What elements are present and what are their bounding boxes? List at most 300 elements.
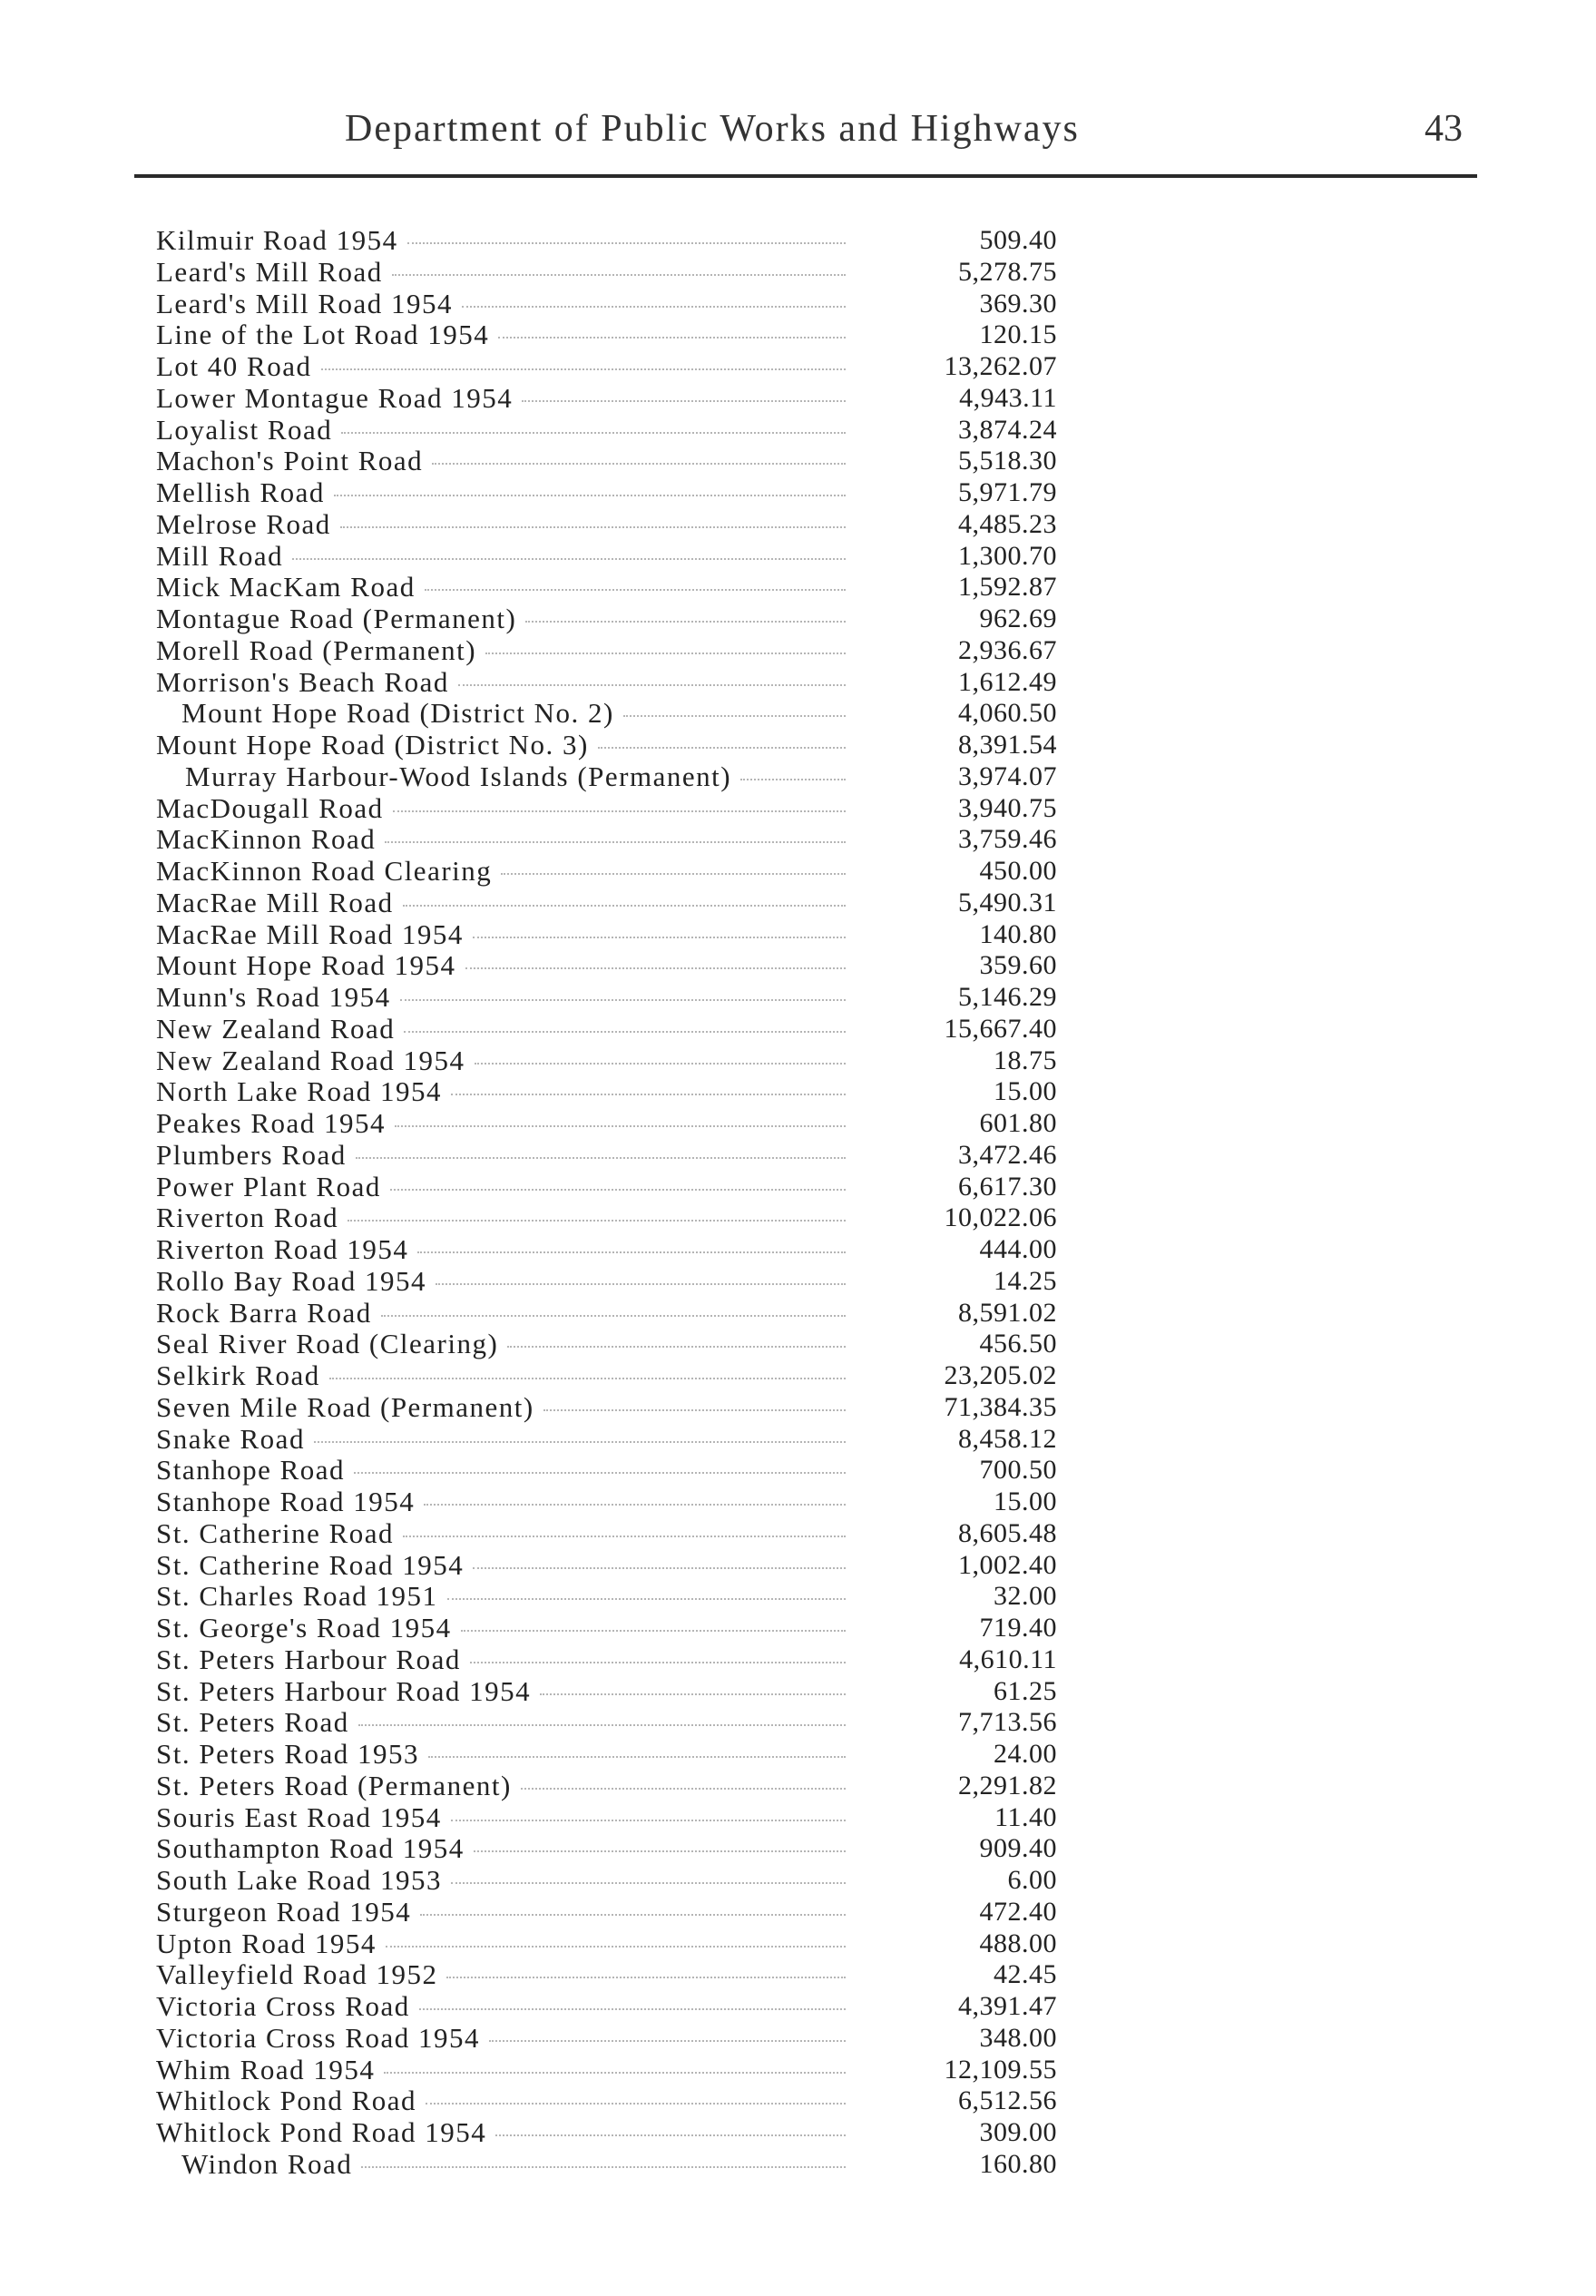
road-label	[156, 477, 846, 509]
road-name: New Zealand Road 1954	[156, 1045, 465, 1076]
amount: 369.30	[979, 288, 1057, 319]
list-item	[0, 1959, 1596, 1991]
dot-leader	[420, 1914, 846, 1916]
list-item	[0, 1045, 1596, 1077]
amount: 14.25	[994, 1265, 1057, 1296]
dot-leader	[489, 2040, 846, 2042]
amount: 24.00	[994, 1739, 1057, 1769]
list-item	[0, 1581, 1596, 1613]
road-label	[156, 1771, 846, 1802]
dot-leader	[417, 1251, 846, 1253]
amount: 1,592.87	[958, 572, 1057, 603]
road-name: Morell Road (Permanent)	[156, 634, 477, 666]
dot-leader	[525, 621, 846, 623]
road-label	[156, 1897, 846, 1928]
amount: 5,146.29	[958, 982, 1057, 1012]
amount: 12,109.55	[944, 2054, 1057, 2085]
road-label	[156, 1045, 846, 1077]
dot-leader	[395, 1125, 846, 1127]
road-name: Mick MacKam Road	[156, 572, 416, 603]
road-label	[156, 1108, 846, 1140]
list-item	[0, 1266, 1596, 1298]
list-item	[0, 2023, 1596, 2055]
dot-leader	[485, 652, 846, 654]
road-label	[156, 225, 846, 257]
amount: 8,591.02	[958, 1297, 1057, 1328]
amount: 488.00	[979, 1928, 1057, 1958]
road-label	[156, 1329, 846, 1360]
amount: 962.69	[979, 603, 1057, 633]
list-item	[0, 2149, 1596, 2181]
list-item	[0, 730, 1596, 761]
road-label	[156, 1802, 846, 1834]
dot-leader	[403, 905, 846, 907]
road-label	[156, 1234, 846, 1266]
list-item	[0, 1424, 1596, 1456]
road-label	[156, 950, 846, 982]
list-item	[0, 1076, 1596, 1108]
dot-leader	[419, 2008, 846, 2010]
road-name: Montague Road (Permanent)	[156, 603, 517, 634]
dot-leader	[358, 1724, 846, 1726]
dot-leader	[501, 873, 846, 875]
road-name: New Zealand Road	[156, 1013, 396, 1045]
dot-leader	[470, 1662, 846, 1663]
list-item	[0, 572, 1596, 603]
road-label	[156, 319, 846, 351]
dot-leader	[403, 1536, 846, 1537]
road-label	[156, 1266, 846, 1298]
road-name: Riverton Road 1954	[156, 1234, 409, 1265]
road-name: Rock Barra Road	[156, 1297, 372, 1329]
road-label	[156, 1076, 846, 1108]
amount: 160.80	[979, 2148, 1057, 2179]
road-label	[156, 1014, 846, 1045]
dot-leader	[384, 2072, 846, 2074]
road-name: Whim Road 1954	[156, 2054, 376, 2085]
dot-leader	[432, 463, 846, 465]
amount: 120.15	[979, 319, 1057, 350]
amount: 4,485.23	[958, 508, 1057, 539]
dot-leader	[425, 589, 846, 591]
amount: 42.45	[994, 1959, 1057, 1990]
road-label	[181, 698, 846, 730]
list-item	[0, 2055, 1596, 2086]
dot-leader	[329, 1378, 846, 1379]
list-item	[0, 1771, 1596, 1802]
road-name: Murray Harbour-Wood Islands (Permanent)	[185, 760, 732, 792]
list-item	[0, 919, 1596, 951]
list-item	[0, 351, 1596, 383]
road-name: Stanhope Road	[156, 1455, 346, 1487]
road-name: MacKinnon Road Clearing	[156, 856, 493, 887]
road-label	[156, 1140, 846, 1172]
road-label	[156, 1833, 846, 1865]
road-name: St. Peters Harbour Road 1954	[156, 1675, 532, 1707]
list-item	[0, 1234, 1596, 1266]
amount: 456.50	[979, 1329, 1057, 1359]
road-name: St. Catherine Road 1954	[156, 1549, 465, 1581]
dot-leader	[447, 1598, 847, 1600]
dot-leader	[740, 779, 846, 780]
road-label	[156, 541, 846, 573]
road-name: Snake Road	[156, 1423, 305, 1455]
amount: 5,518.30	[958, 446, 1057, 476]
road-name: Whitlock Pond Road	[156, 2085, 417, 2117]
amount: 6,512.56	[958, 2085, 1057, 2116]
dot-leader	[451, 1820, 846, 1821]
dot-leader	[356, 1157, 846, 1159]
road-label	[156, 856, 846, 888]
list-item	[0, 319, 1596, 351]
dot-leader	[543, 1409, 846, 1411]
dot-leader	[473, 937, 846, 938]
list-item	[0, 1487, 1596, 1518]
road-label	[156, 1172, 846, 1203]
amount: 2,936.67	[958, 634, 1057, 665]
list-item	[0, 950, 1596, 982]
amount: 8,391.54	[958, 730, 1057, 760]
list-item	[0, 1613, 1596, 1644]
amount: 3,759.46	[958, 824, 1057, 855]
road-name: Loyalist Road	[156, 414, 333, 446]
road-name: Riverton Road	[156, 1202, 339, 1234]
road-label	[156, 1959, 846, 1991]
road-label	[156, 289, 846, 320]
dot-leader	[498, 337, 846, 339]
amount: 309.00	[979, 2117, 1057, 2147]
amount: 7,713.56	[958, 1707, 1057, 1738]
amount: 1,612.49	[958, 666, 1057, 697]
road-name: North Lake Road 1954	[156, 1076, 442, 1108]
amount: 4,610.11	[959, 1644, 1057, 1674]
page-header	[0, 107, 1596, 162]
dot-leader	[451, 1882, 846, 1884]
dot-leader	[540, 1693, 846, 1695]
road-name: Rollo Bay Road 1954	[156, 1265, 427, 1297]
dot-leader	[407, 242, 846, 244]
road-name: Seven Mile Road (Permanent)	[156, 1391, 534, 1423]
road-label	[156, 383, 846, 415]
amount: 3,974.07	[958, 760, 1057, 791]
list-item	[0, 1455, 1596, 1487]
road-label	[156, 415, 846, 446]
road-label	[156, 1676, 846, 1708]
amount: 8,458.12	[958, 1423, 1057, 1454]
list-item	[0, 289, 1596, 320]
road-label	[185, 761, 846, 793]
list-item	[0, 257, 1596, 289]
road-label	[156, 1360, 846, 1392]
dot-leader	[340, 526, 846, 528]
dot-leader	[462, 306, 846, 308]
dot-leader	[461, 1630, 846, 1632]
dot-leader	[522, 400, 846, 402]
expenditure-list	[0, 225, 1596, 2181]
dot-leader	[426, 2103, 846, 2105]
road-name: Windon Road	[181, 2148, 353, 2180]
dot-leader	[473, 1567, 846, 1569]
amount: 32.00	[994, 1581, 1057, 1612]
list-item	[0, 1014, 1596, 1045]
amount: 472.40	[979, 1896, 1057, 1927]
road-name: Line of the Lot Road 1954	[156, 319, 490, 351]
amount: 909.40	[979, 1833, 1057, 1864]
road-label	[156, 919, 846, 951]
road-label	[156, 1991, 846, 2023]
dot-leader	[451, 1094, 846, 1095]
amount: 140.80	[979, 918, 1057, 949]
amount: 5,278.75	[958, 256, 1057, 287]
list-item	[0, 982, 1596, 1014]
road-label	[156, 1739, 846, 1771]
road-name: MacRae Mill Road 1954	[156, 918, 464, 950]
road-name: Peakes Road 1954	[156, 1108, 387, 1139]
road-name: Stanhope Road 1954	[156, 1487, 416, 1517]
amount: 5,490.31	[958, 887, 1057, 917]
list-item	[0, 1360, 1596, 1392]
list-item	[0, 225, 1596, 257]
road-label	[156, 2117, 846, 2149]
list-item	[0, 415, 1596, 446]
road-label	[156, 888, 846, 919]
road-label	[156, 667, 846, 699]
amount: 6.00	[1007, 1865, 1057, 1895]
list-item	[0, 1707, 1596, 1739]
road-name: Morrison's Beach Road	[156, 666, 449, 698]
road-label	[156, 635, 846, 667]
road-label	[156, 572, 846, 603]
list-item	[0, 541, 1596, 573]
amount: 10,022.06	[944, 1202, 1057, 1233]
list-item	[0, 1518, 1596, 1550]
road-name: Sturgeon Road 1954	[156, 1896, 412, 1928]
amount: 15,667.40	[944, 1013, 1057, 1044]
road-label	[156, 824, 846, 856]
amount: 4,060.50	[958, 698, 1057, 729]
road-name: St. Peters Harbour Road	[156, 1644, 461, 1675]
road-label	[156, 2085, 846, 2117]
road-name: St. George's Road 1954	[156, 1613, 452, 1644]
list-item	[0, 1897, 1596, 1928]
amount: 5,971.79	[958, 477, 1057, 507]
road-name: Munn's Road 1954	[156, 982, 391, 1013]
amount: 8,605.48	[958, 1517, 1057, 1548]
road-label	[156, 1487, 846, 1518]
road-name: MacRae Mill Road	[156, 887, 394, 918]
road-name: Southampton Road 1954	[156, 1833, 465, 1865]
road-name: St. Peters Road (Permanent)	[156, 1770, 512, 1801]
road-name: Machon's Point Road	[156, 446, 424, 477]
road-name: MacDougall Road	[156, 792, 384, 824]
road-label	[181, 2149, 846, 2181]
dot-leader	[392, 274, 846, 276]
road-label	[156, 1455, 846, 1487]
road-label	[156, 1550, 846, 1582]
list-item	[0, 1202, 1596, 1234]
road-label	[156, 1928, 846, 1960]
list-item	[0, 635, 1596, 667]
amount: 13,262.07	[944, 351, 1057, 381]
road-label	[156, 1298, 846, 1330]
dot-leader	[385, 841, 846, 843]
road-label	[156, 2055, 846, 2086]
list-item	[0, 509, 1596, 541]
list-item	[0, 383, 1596, 415]
dot-leader	[424, 1504, 846, 1506]
list-item	[0, 1329, 1596, 1360]
list-item	[0, 1172, 1596, 1203]
road-label	[156, 1392, 846, 1424]
road-name: Lot 40 Road	[156, 351, 312, 382]
road-name: Souris East Road 1954	[156, 1801, 442, 1833]
list-item	[0, 888, 1596, 919]
road-label	[156, 1707, 846, 1739]
list-item	[0, 1644, 1596, 1676]
road-label	[156, 1613, 846, 1644]
amount: 15.00	[994, 1487, 1057, 1516]
road-name: Leard's Mill Road 1954	[156, 288, 454, 319]
list-item	[0, 1833, 1596, 1865]
road-label	[156, 446, 846, 477]
list-item	[0, 1392, 1596, 1424]
road-name: Mill Road	[156, 540, 284, 572]
dot-leader	[404, 1031, 846, 1033]
list-item	[0, 1739, 1596, 1771]
amount: 3,472.46	[958, 1139, 1057, 1170]
road-name: South Lake Road 1953	[156, 1865, 442, 1896]
amount: 1,002.40	[958, 1549, 1057, 1580]
road-name: Selkirk Road	[156, 1360, 320, 1391]
road-label	[156, 1865, 846, 1897]
road-label	[156, 1424, 846, 1456]
road-name: Lower Montague Road 1954	[156, 382, 514, 414]
dot-leader	[446, 1977, 846, 1978]
header-rule	[134, 174, 1477, 178]
list-item	[0, 446, 1596, 477]
road-name: Upton Road 1954	[156, 1928, 377, 1959]
road-label	[156, 730, 846, 761]
road-name: Leard's Mill Road	[156, 256, 383, 288]
amount: 6,617.30	[958, 1171, 1057, 1202]
road-label	[156, 351, 846, 383]
dot-leader	[348, 1220, 846, 1222]
dot-leader	[507, 1346, 846, 1348]
road-name: MacKinnon Road	[156, 824, 377, 856]
amount: 509.40	[979, 225, 1057, 255]
list-item	[0, 824, 1596, 856]
amount: 23,205.02	[944, 1360, 1057, 1390]
dot-leader	[292, 558, 846, 560]
dot-leader	[386, 1946, 846, 1948]
dot-leader	[361, 2166, 846, 2168]
road-label	[156, 1518, 846, 1550]
road-name: St. Charles Road 1951	[156, 1581, 438, 1613]
amount: 3,940.75	[958, 792, 1057, 823]
amount: 450.00	[979, 856, 1057, 886]
dot-leader	[341, 432, 846, 434]
dot-leader	[465, 967, 846, 969]
amount: 18.75	[994, 1045, 1057, 1075]
amount: 348.00	[979, 2022, 1057, 2053]
road-name: Plumbers Road	[156, 1139, 347, 1171]
road-label	[156, 793, 846, 825]
amount: 601.80	[979, 1108, 1057, 1138]
road-name: Melrose Road	[156, 508, 331, 540]
list-item	[0, 1108, 1596, 1140]
list-item	[0, 856, 1596, 888]
road-name: St. Peters Road 1953	[156, 1739, 420, 1770]
amount: 2,291.82	[958, 1770, 1057, 1800]
amount: 4,391.47	[958, 1991, 1057, 2021]
dot-leader	[598, 747, 846, 749]
list-item	[0, 1802, 1596, 1834]
dot-leader	[321, 368, 847, 370]
list-item	[0, 698, 1596, 730]
list-item	[0, 2085, 1596, 2117]
road-name: Victoria Cross Road 1954	[156, 2022, 481, 2054]
amount: 700.50	[979, 1455, 1057, 1486]
road-label	[156, 1644, 846, 1676]
road-name: Mount Hope Road (District No. 3)	[156, 730, 589, 760]
dot-leader	[381, 1315, 846, 1317]
list-item	[0, 1928, 1596, 1960]
amount: 359.60	[979, 950, 1057, 981]
road-name: Seal River Road (Clearing)	[156, 1329, 499, 1360]
road-name: Valleyfield Road 1952	[156, 1959, 438, 1991]
dot-leader	[314, 1441, 846, 1443]
road-name: Mount Hope Road 1954	[156, 950, 456, 982]
list-item	[0, 1140, 1596, 1172]
road-label	[156, 982, 846, 1014]
list-item	[0, 667, 1596, 699]
road-name: Power Plant Road	[156, 1171, 381, 1202]
amount: 11.40	[994, 1801, 1057, 1832]
list-item	[0, 761, 1596, 793]
list-item	[0, 793, 1596, 825]
road-label	[156, 603, 846, 635]
road-label	[156, 1202, 846, 1234]
list-item	[0, 1298, 1596, 1330]
amount: 15.00	[994, 1076, 1057, 1107]
road-name: Kilmuir Road 1954	[156, 225, 398, 256]
road-name: Victoria Cross Road	[156, 1991, 410, 2022]
dot-leader	[400, 999, 846, 1001]
list-item	[0, 477, 1596, 509]
road-label	[156, 2023, 846, 2055]
road-label	[156, 509, 846, 541]
amount: 4,943.11	[959, 382, 1057, 413]
road-name: Whitlock Pond Road 1954	[156, 2117, 487, 2148]
dot-leader	[623, 715, 846, 717]
list-item	[0, 603, 1596, 635]
dot-leader	[436, 1283, 846, 1285]
dot-leader	[428, 1756, 846, 1758]
dot-leader	[475, 1063, 846, 1065]
list-item	[0, 1550, 1596, 1582]
list-item	[0, 2117, 1596, 2149]
amount: 71,384.35	[944, 1391, 1057, 1422]
amount: 3,874.24	[958, 414, 1057, 445]
page-number: 43	[1425, 108, 1463, 150]
list-item	[0, 1865, 1596, 1897]
amount: 444.00	[979, 1234, 1057, 1264]
dot-leader	[458, 684, 846, 686]
amount: 61.25	[994, 1675, 1057, 1706]
road-name: St. Catherine Road	[156, 1517, 395, 1549]
list-item	[0, 1991, 1596, 2023]
road-label	[156, 1581, 846, 1613]
